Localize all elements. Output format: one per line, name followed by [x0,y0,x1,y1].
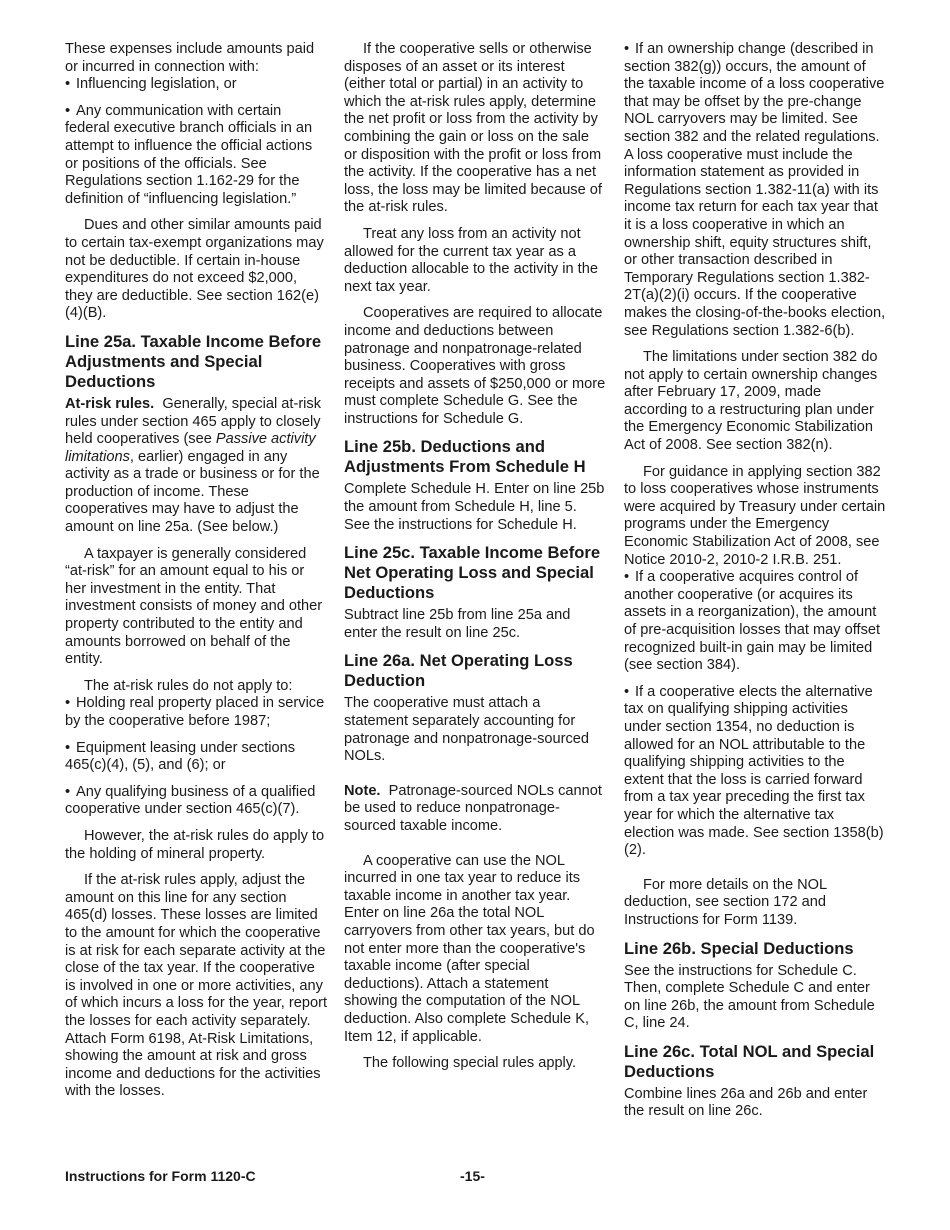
column-3 [624,41,886,1130]
runin-at-risk: At-risk rules. [65,395,155,412]
paragraph-however: However, the at-risk rules do apply to the holding of mineral property. [65,827,325,862]
paragraph-cooperatives: Cooperatives are required to allocate income and deductions between patronage and nonpatronage-related business. Cooperatives with gross receipts and assets of $250,000 or more must complete Schedule G. See the instructions for Schedule G. [344,305,606,427]
column-2 [344,41,606,1082]
heading-line-25b: Line 25b. Deductions and Adjustments From Schedule H [344,437,586,477]
paragraph-limitations: The limitations under section 382 do not apply to certain ownership changes after February 17, 2009, made according to a restructuring plan under the Emergency Economic Stabilization Act of 2008. See section 382(n). [624,349,878,454]
paragraph-dues: Dues and other similar amounts paid to certain tax-exempt organizations may not be deductible. If certain in-house expenditures do not exceed $2,000, they are deductible. See section 162(e)(4)(B). [65,217,324,322]
paragraph-note: Note. Patronage-sourced NOLs cannot be used to reduce nonpatronage-sourced taxable income. [344,782,602,834]
heading-line-25a: Line 25a. Taxable Income Before Adjustments and Special Deductions [65,331,322,391]
column-1 [65,41,327,1110]
paragraph-can-use: A cooperative can use the NOL incurred in one tax year to reduce its taxable income in another tax year. Enter on line 26a the total NOL carryovers from other tax years, but do not enter more than the cooperative's taxable income (after special deductions). Attach a statement showing the computation of the NOL deduction. Also complete Schedule K, Item 12, if applicable. [344,852,595,1045]
paragraph-taxpayer: A taxpayer is generally considered “at-risk” for an amount equal to his or her investment in the entity. That investment consists of money and other property contributed to the entity and amounts borrowed on behalf of the entity. [65,545,323,668]
paragraph-following: The following special rules apply. [363,1055,577,1072]
bullet-item: • Equipment leasing under sections 465(c)(4), (5), and (6); or [65,739,296,774]
paragraph-25b: Complete Schedule H. Enter on line 25b the amount from Schedule H, line 5. See the instructions for Schedule H. [344,481,605,533]
paragraph-intro: These expenses include amounts paid or incurred in connection with: [65,41,315,75]
bullet-item: • Any qualifying business of a qualified cooperative under section 465(c)(7). [65,783,316,818]
heading-line-25c: Line 25c. Taxable Income Before Net Operating Loss and Special Deductions [344,543,601,603]
paragraph-treat: Treat any loss from an activity not allowed for the current tax year as a deduction allocable to the activity in the next tax year. [344,225,598,295]
paragraph-25c: Subtract line 25b from line 25a and enter the result on line 25c. [344,607,571,641]
paragraph-26c: Combine lines 26a and 26b and enter the result on line 26c. [624,1085,868,1120]
cross-reference: Passive activity limitations [65,431,316,465]
heading-line-26c: Line 26c. Total NOL and Special Deductions [624,1041,875,1081]
paragraph-if-apply: If the at-risk rules apply, adjust the amount on this line for any section 465(d) losses. These losses are limited to the amount for which the cooperative is at risk for each separate activity at the close of the tax year. If the cooperative is involved in one or more activities, any of which incurs a loss for the year, report the losses for each activity separately. Attach Form 6198, At-Risk Limitations, showing the amount at risk and gross income and deductions for the activities with the losses. [65,872,327,1100]
runin-note: Note. [344,782,381,799]
bullet-item: • If an ownership change (described in section 382(g)) occurs, the amount of the taxable income of a loss cooperative that may be offset by the pre-change NOL carryovers may be limited. See section 382 and the related regulations. A loss cooperative must include the information statement as provided in Regulations section 1.382-11(a) with its income tax return for each tax year that it is a loss cooperative in which an ownership shift, equity structures shift, or other transaction described in Temporary Regulations section 1.382-2T(a)(2)(i) occurs. If the cooperative makes the closing-of-the-books election, see Regulations section 1.382-6(b). [624,41,886,339]
bullet-item: • If a cooperative acquires control of another cooperative (or acquires its assets in a reorganization), the amount of pre-acquisition losses that may offset recognized built-in gain may be limited (see section 384). [624,569,881,674]
bullet-item: • Any communication with certain federal executive branch officials in an attempt to influence the official actions or positions of the officials. See Regulations section 1.162-29 for the definition of “influencing legislation.” [65,102,313,207]
footer-form-title: Instructions for Form 1120-C [65,1168,256,1184]
page-number: -15- [460,1168,485,1184]
paragraph-not-apply: The at-risk rules do not apply to: [84,677,293,694]
heading-line-26b: Line 26b. Special Deductions [624,938,854,958]
heading-line-26a: Line 26a. Net Operating Loss Deduction [344,651,573,691]
paragraph-guidance: For guidance in applying section 382 to loss cooperatives whose instruments were acquired by Treasury under certain programs under the Emergency Economic Stabilization Act of 2008, see Notice 2010-2, 2010-2 I.R.B. 251. [624,463,886,568]
paragraph-26b: See the instructions for Schedule C. Then, complete Schedule C and enter on line 26b, the amount from Schedule C, line 24. [624,962,875,1032]
bullet-item: • Holding real property placed in service by the cooperative before 1987; [65,695,325,729]
paragraph-26a: The cooperative must attach a statement separately accounting for patronage and nonpatronage-sourced NOLs. [344,695,590,765]
paragraph-details: For more details on the NOL deduction, see section 172 and Instructions for Form 1139. [624,876,827,928]
bullet-item: • Influencing legislation, or [65,76,237,93]
paragraph-sells: If the cooperative sells or otherwise disposes of an asset or its interest (either total or partial) in an activity to which the at-risk rules apply, determine the net profit or loss from the activity by combining the gain or loss on the sale or disposition with the profit or loss from the activity. If the cooperative has a net loss, the loss may be limited because of the at-risk rules. [344,41,602,216]
bullet-item: • If a cooperative elects the alternative tax on qualifying shipping activities under section 1354, no deduction is allowed for an NOL attributable to the qualifying shipping activities to the extent that the loss is carried forward from a tax year preceding the first tax year for which the alternative tax election was made. See section 1358(b)(2). [624,683,884,859]
paragraph-at-risk: At-risk rules. Generally, special at-risk rules under section 465 apply to closely held cooperatives (see Passive activity limitations, earlier) engaged in any activity as a trade or business or for the production of income. These cooperatives may have to adjust the amount on line 25a. (See below.) [65,395,322,536]
